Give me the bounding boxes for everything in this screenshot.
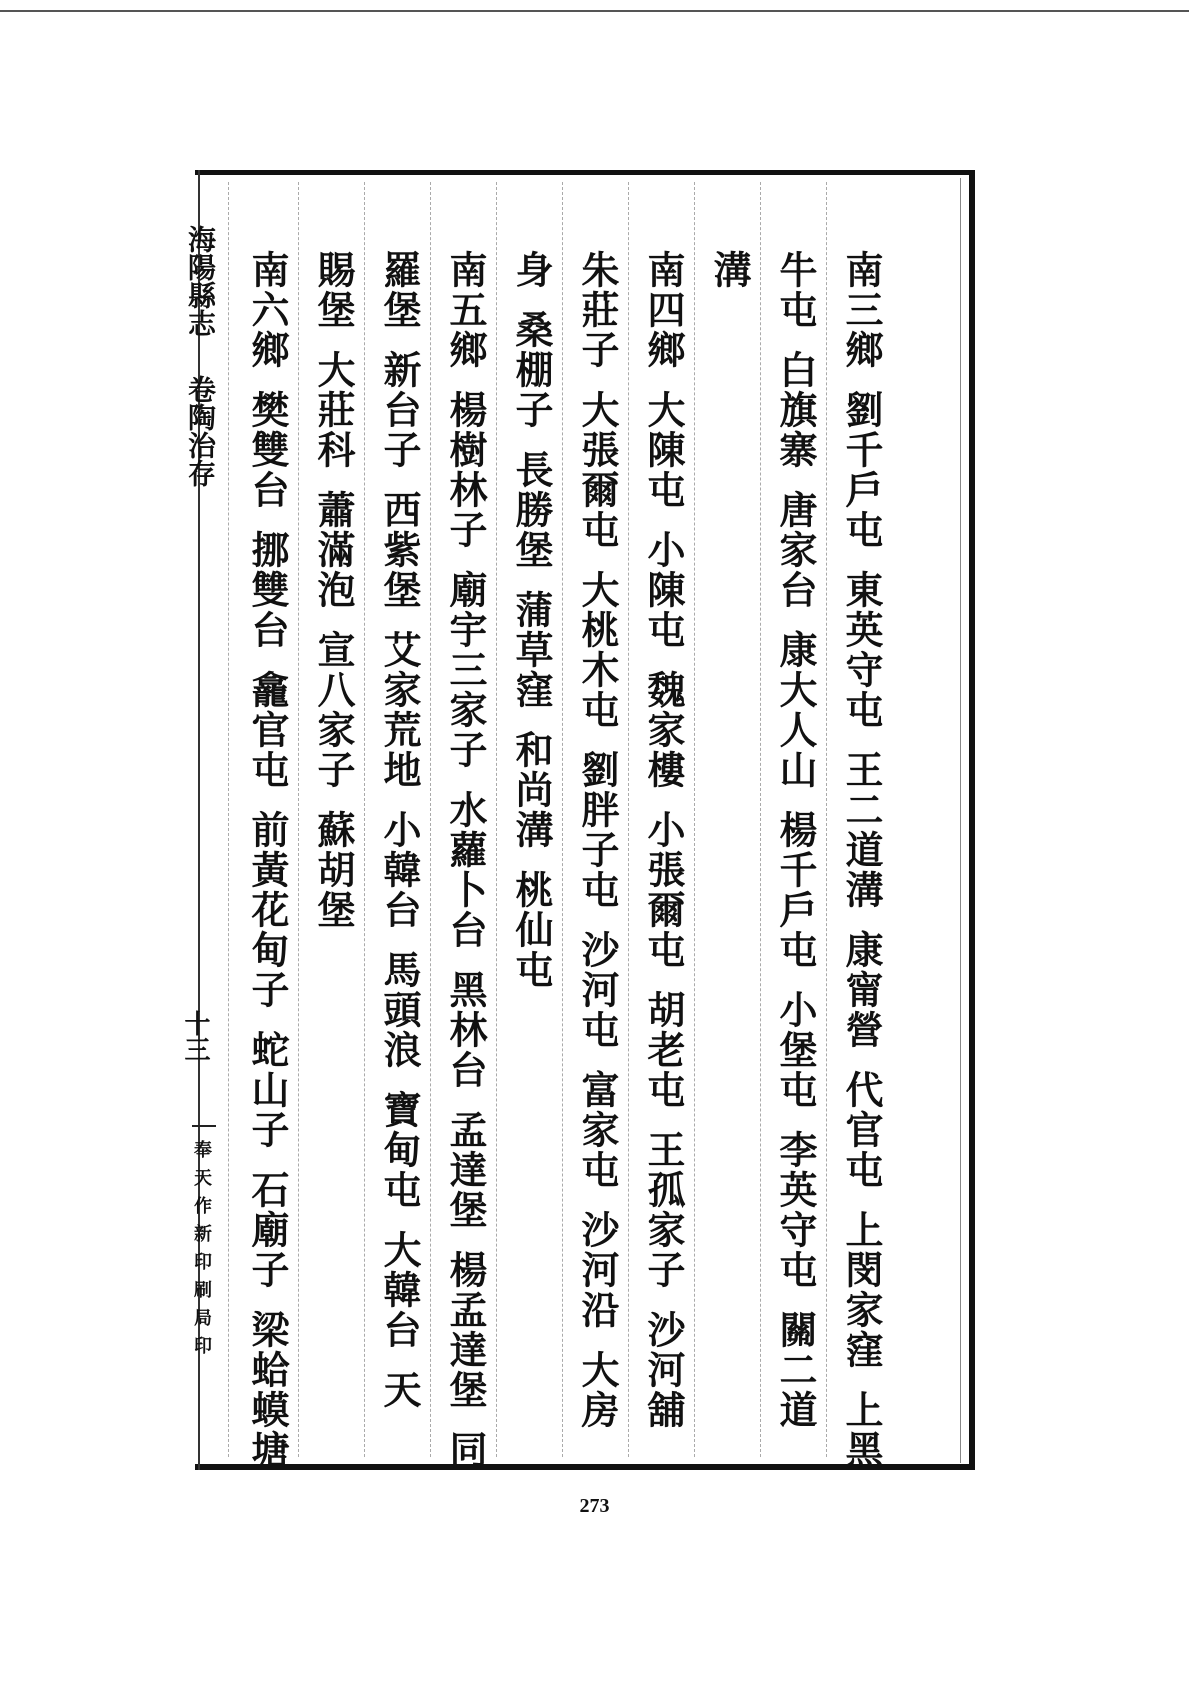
book-title: 海陽縣志 <box>184 225 217 337</box>
village-name: 沙河舖 <box>641 1310 686 1430</box>
village-name: 羅堡 <box>377 250 422 330</box>
village-name: 新台子 <box>377 350 422 470</box>
column-divider <box>228 182 229 1457</box>
village-name: 小張爾屯 <box>641 810 686 970</box>
village-name: 和尚溝 <box>509 730 554 850</box>
village-name: 楊樹林子 <box>443 390 488 550</box>
village-name: 小韓台 <box>377 810 422 930</box>
village-name: 前黃花甸子 <box>245 810 290 1010</box>
village-name: 李英守屯 <box>773 1130 818 1290</box>
village-name: 劉胖子屯 <box>575 750 620 910</box>
village-name: 朱莊子 <box>575 250 620 370</box>
column-divider <box>364 182 365 1457</box>
village-name: 康甯營 <box>839 930 884 1050</box>
village-name: 王孤家子 <box>641 1130 686 1290</box>
text-column <box>772 250 818 1450</box>
top-rule <box>0 10 1189 12</box>
village-name: 挪雙台 <box>245 530 290 650</box>
village-name: 蕭滿泡 <box>311 490 356 610</box>
village-name: 大韓台 <box>377 1230 422 1350</box>
column-divider <box>826 182 827 1457</box>
column-divider <box>760 182 761 1457</box>
village-name: 黑林台 <box>443 970 488 1090</box>
village-name: 石廟子 <box>245 1170 290 1290</box>
village-name: 馬頭浪 <box>377 950 422 1070</box>
village-name: 大張爾屯 <box>575 390 620 550</box>
district-heading: 南三鄉 <box>839 250 884 370</box>
village-name: 長勝堡 <box>509 450 554 570</box>
text-column <box>574 250 620 1450</box>
village-name: 王二道溝 <box>839 750 884 910</box>
column-divider <box>694 182 695 1457</box>
village-name: 孟達堡 <box>443 1110 488 1230</box>
village-name: 西紫堡 <box>377 490 422 610</box>
district-heading: 南四鄉 <box>641 250 686 370</box>
village-name: 上閔家窪 <box>839 1210 884 1370</box>
village-name: 廟宇三家子 <box>443 570 488 770</box>
village-name: 關二道 <box>773 1310 818 1430</box>
village-name: 賜堡 <box>311 250 356 330</box>
village-name: 樊雙台 <box>245 390 290 510</box>
text-column <box>640 250 686 1450</box>
text-column <box>376 250 422 1430</box>
text-column <box>838 250 884 1490</box>
volume-label: 卷陶治存 <box>184 375 217 487</box>
village-name: 富家屯 <box>575 1070 620 1190</box>
village-name: 牛屯 <box>773 250 818 330</box>
column-divider <box>496 182 497 1457</box>
village-name: 劉千戶屯 <box>839 390 884 550</box>
village-name: 大房 <box>575 1350 620 1430</box>
village-name: 胡老屯 <box>641 990 686 1110</box>
text-column <box>508 250 554 1010</box>
village-name: 康大人山 <box>773 630 818 790</box>
village-name: 小堡屯 <box>773 990 818 1110</box>
village-name: 寶甸屯 <box>377 1090 422 1210</box>
leaf-number: 十三 <box>180 1010 210 1062</box>
village-name: 水蘿卜台 <box>443 790 488 950</box>
text-column <box>310 250 356 950</box>
imprint-rule <box>192 1125 216 1127</box>
village-name: 龕官屯 <box>245 670 290 790</box>
running-title <box>185 225 215 487</box>
village-name: 上黑 <box>839 1390 884 1470</box>
village-name: 小陳屯 <box>641 530 686 650</box>
village-name: 蛇山子 <box>245 1030 290 1150</box>
village-name: 艾家荒地 <box>377 630 422 790</box>
district-heading: 南六鄉 <box>245 250 290 370</box>
village-name: 桑棚子 <box>509 310 554 430</box>
village-name: 代官屯 <box>839 1070 884 1190</box>
page-number: 273 <box>579 1495 610 1517</box>
column-divider <box>628 182 629 1457</box>
printer-imprint: 奉天作新印刷局印 <box>191 1140 212 1364</box>
text-column <box>244 250 290 1490</box>
village-name: 大莊科 <box>311 350 356 470</box>
column-divider <box>562 182 563 1457</box>
village-name: 蘇胡堡 <box>311 810 356 930</box>
village-name: 桃仙屯 <box>509 870 554 990</box>
village-name: 大陳屯 <box>641 390 686 510</box>
village-name: 楊千戶屯 <box>773 810 818 970</box>
column-divider <box>298 182 299 1457</box>
village-name: 沙河屯 <box>575 930 620 1050</box>
village-name: 同 <box>443 1430 488 1470</box>
village-name: 梁蛤蟆塘 <box>245 1310 290 1470</box>
village-name: 東英守屯 <box>839 570 884 730</box>
village-name: 魏家樓 <box>641 670 686 790</box>
village-name: 身 <box>509 250 554 290</box>
column-divider <box>430 182 431 1457</box>
village-name: 白旗寨 <box>773 350 818 470</box>
text-column <box>706 250 752 310</box>
village-name: 沙河沿 <box>575 1210 620 1330</box>
village-name: 溝 <box>707 250 752 290</box>
frame-inner-rule <box>960 178 961 1463</box>
village-name: 蒲草窪 <box>509 590 554 710</box>
village-name: 楊孟達堡 <box>443 1250 488 1410</box>
village-name: 宣八家子 <box>311 630 356 790</box>
district-heading: 南五鄉 <box>443 250 488 370</box>
village-name: 天 <box>377 1370 422 1410</box>
text-column <box>442 250 488 1490</box>
village-name: 唐家台 <box>773 490 818 610</box>
village-name: 大桃木屯 <box>575 570 620 730</box>
